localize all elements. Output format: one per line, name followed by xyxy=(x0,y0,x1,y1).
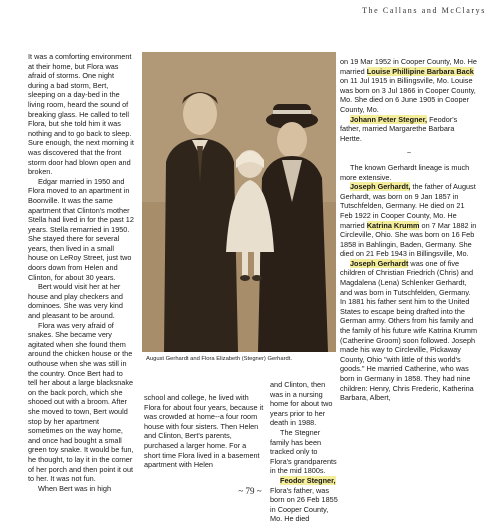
person-name: Johann Peter Stegner, xyxy=(350,114,428,124)
person-name: Katrina Krumm xyxy=(366,220,420,230)
paragraph: Edgar married in 1950 and Flora moved to an apartment in Boonville. It was the same apartment that Clinton's mother Stella had lived in for the past 12 years. Stella remarried in 1950. She stayed there for several years, then lived in a small house on LeRoy Street, just two doors down from Helen and Clinton, for about 30 years. xyxy=(28,176,134,282)
paragraph xyxy=(340,259,478,403)
section-divider: ~ xyxy=(406,148,412,158)
left-column xyxy=(28,52,134,493)
paragraph xyxy=(340,182,478,259)
paragraph: The known Gerhardt lineage is much more extensive. xyxy=(340,162,470,182)
right-column xyxy=(340,57,478,487)
paragraph: Bert would visit her at her house and play checkers and dominoes. She was very kind and pleasant to be around. xyxy=(28,282,123,321)
page-number: ~ 79 ~ xyxy=(238,486,262,496)
paragraph-text: on 19 Mar 1952 in Cooper County, Mo. He married xyxy=(340,57,477,76)
person-name: Feodor Stegner, xyxy=(280,475,336,485)
paragraph-text: was one of five children of Christian Friedrich (Chris) and Magdalena (Lena) Schlenker Gerhardt, and was born in Tutschfelden, Germany. In 1881 his father sent him to the United States to escape being drafted into the German army. Others from his family and the family of his future wife Katrina Krumm (Catherine Groom) soon followed. Joseph made his way to Circleville, Pickaway County, Ohio "with little of this world's goods." He married Catherine, who was born in Germany in 1858. They had nine children: Henry, Chris Frederic, Katherina Barbara, Albert, xyxy=(340,258,478,403)
person-name: Joseph Gerhardt, xyxy=(350,182,411,192)
paragraph xyxy=(340,57,478,115)
lower-column-1 xyxy=(144,393,264,485)
lower-column-2 xyxy=(270,380,338,524)
paragraph: school and college, he lived with Flora for about four years, because it was crowded at home--a four room house with four sisters. Then Helen and Clinton, Bert's parents, purchased a larger home. For a short time Flora lived in a basement apartment with Helen xyxy=(144,393,264,470)
paragraph: and Clinton, then was in a nursing home for about two years prior to her death in 1988. xyxy=(270,380,333,428)
paragraph: Flora was very afraid of snakes. She became very agitated when she found them around the chicken house or the outhouse when she was still in the country. Once Bert had to tell her about a large blacksnake on the back porch, which she shooed out with a broom. After she moved to town, Bert would stop by her apartment sometimes on the way home, and once had bought a small green toy snake. It would be fun, he thought, to lay it in the corner of her porch and then point it out to her. It was not fun. xyxy=(28,320,134,484)
running-header: The Callans and McClarys xyxy=(362,6,486,15)
paragraph-text: on 7 Mar 1882 in Circleville, Ohio. She was born on 16 Feb 1858 in Bahlingin, Baden, Germany. She died on 21 Feb 1943 in Billingsville, Mo. xyxy=(340,220,477,259)
paragraph-text: on 11 Jul 1915 in Billingsville, Mo. Louise was born on 3 Jul 1866 in Cooper County, Mo. She died on 6 June 1905 in Cooper County, Mo. xyxy=(340,76,476,114)
person-name: Louise Phillipine Barbara Back xyxy=(366,66,474,76)
paragraph-text: Flora's father, was born on 26 Feb 1855 in Cooper County, Mo. He died xyxy=(270,485,338,524)
person-name: Joseph Gerhardt xyxy=(350,258,409,268)
paragraph-text: Feodor's father, married Margarethe Barbara Hertte. xyxy=(340,114,458,143)
family-photo xyxy=(142,52,336,352)
paragraph: When Bert was in high xyxy=(38,483,112,493)
photo-illustration xyxy=(142,52,336,352)
paragraph xyxy=(270,476,338,524)
paragraph-text: the father of August Gerhardt, was born on 9 Jan 1857 in Tutschfelden, Germany. He died on 21 Feb 1922 in Cooper County, Mo. He married xyxy=(340,182,476,230)
photo-caption: August Gerhardt and Flora Elizabeth (Stegner) Gerhardt. xyxy=(146,356,292,362)
paragraph xyxy=(340,115,478,144)
paragraph: It was a comforting environment at their home, but Flora was afraid of storms. One night during a bad storm, Bert, sleeping on a day-bed in the living room, heard the sound of breaking glass. He called to tell Flora, but she told him it was nothing and to go back to sleep. Sure enough, the next morning it was discovered that the front storm door had blown open and broken. xyxy=(28,52,134,177)
paragraph: The Stegner family has been tracked only to Flora's grandparents in the mid 1800s. xyxy=(270,427,337,476)
